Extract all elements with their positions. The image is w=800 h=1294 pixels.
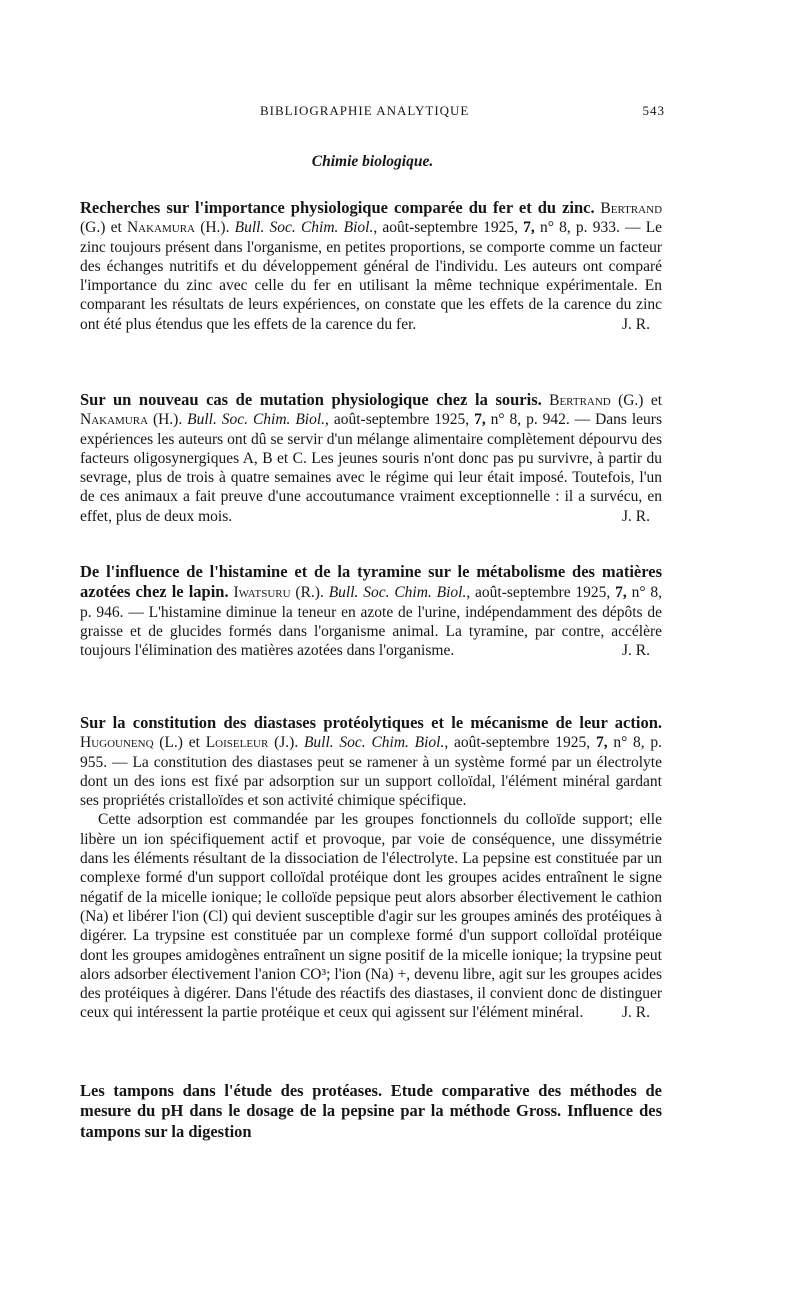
article-title: Sur la constitution des diastases protéolytiques et le mécanisme de leur action.	[80, 713, 662, 732]
author-conjunction: et	[110, 219, 122, 237]
author-signature: J. R.	[622, 642, 650, 660]
abstract-entry	[80, 713, 662, 1023]
citation-issue: n° 8, p. 933.	[539, 219, 620, 237]
author-initial: (H.).	[200, 219, 230, 237]
citation-volume: 7,	[523, 219, 535, 237]
author-signature: J. R.	[622, 507, 650, 525]
running-head-title: BIBLIOGRAPHIE ANALYTIQUE	[260, 103, 470, 118]
abstract-body: Cette adsorption est commandée par les groupes fonctionnels du colloïde support; elle libère un ion spécifiquement actif et provoque, par voie de conséquence, une dissymétrie dans les éléments résultant de la dissociation de l'électrolyte. La pepsine est constituée par un complexe formé d'un support colloïdal protéique dont les groupes acides entraînent le signe négatif de la micelle ionique; le colloïde pepsique peut alors absorber électivement le cathion (Na) et libérer l'ion (Cl) qui devient susceptible d'agir sur les groupes aminés des protéiques à digérer. La trypsine est constituée par un complexe formé d'un support colloïdal protéique dont les groupes amidogènes entraînent un signe positif de la micelle ionique; la trypsine peut alors adsorber électivement l'anion CO³; l'ion (Na) +, devenu libre, agit sur les groupes acides des protéiques à digérer. Dans l'étude des réactifs des diastases, il convient donc de distinguer ceux qui intéressent la partie protéique et ceux qui agissent sur l'élément minéral.	[80, 811, 662, 1022]
citation-date: , août-septembre 1925,	[444, 734, 591, 752]
author-signature: J. R.	[622, 315, 650, 333]
author-name: Bertrand	[600, 200, 663, 217]
journal-name: Bull. Soc. Chim. Biol.	[328, 584, 467, 602]
abstract-entry	[80, 562, 662, 660]
citation-date: , août-septembre 1925,	[373, 219, 518, 237]
abstract-body: — L'histamine diminue la teneur en azote de l'urine, indépendamment des dépôts de graisse et de glucides formés dans l'organisme animal. La tyramine, par contre, accélère toujours l'élimination des matières azotées dans l'organisme.	[80, 603, 663, 660]
citation-volume: 7,	[595, 734, 608, 752]
author-conjunction: et	[188, 734, 200, 752]
section-title: Chimie biologique.	[311, 153, 434, 170]
journal-name: Bull. Soc. Chim. Biol.	[234, 219, 374, 237]
page-number: 543	[642, 103, 665, 118]
abstract-body: — La constitution des diastases peut se ramener à un système formé par un électrolyte dont un des ions est fixé par adsorption sur un support colloïdal, l'élément minéral gardant ses propriétés cristalloïdes et son activité chimique spécifique.	[80, 753, 662, 810]
author-signature: J. R.	[622, 1004, 650, 1022]
abstract-entry	[80, 1081, 662, 1142]
running-head	[80, 103, 665, 123]
author-name: Iwatsuru	[233, 584, 291, 602]
article-title: Sur un nouveau cas de mutation physiologique chez la souris.	[80, 390, 542, 409]
author-initial: (G.)	[618, 392, 644, 409]
article-title: Les tampons dans l'étude des protéases. Etude comparative des méthodes de mesure du pH dans le dosage de la pepsine par la méthode Gross. Influence des tampons sur la digestion	[80, 1081, 662, 1141]
author-conjunction: et	[650, 392, 663, 409]
author-initial: (J.).	[274, 734, 299, 752]
journal-name: Bull. Soc. Chim. Biol.	[187, 411, 326, 429]
citation-issue: n° 8, p. 955.	[80, 734, 663, 771]
abstract-body-paragraph	[80, 810, 662, 1022]
author-name: Hugounenq	[80, 734, 154, 752]
abstract-body: — Le zinc toujours présent dans l'organisme, en petites proportions, se comporte comme un facteur des échanges nutritifs et du développement général de l'individu. Les auteurs ont comparé l'importance du zinc avec celle du fer en utilisant la même technique expérimentale. En comparant les résultats de leurs expériences, on constate que les effets de la carence du zinc ont été plus étendus que les effets de la carence du fer.	[80, 219, 663, 333]
article-title: Recherches sur l'importance physiologique comparée du fer et du zinc.	[80, 198, 595, 217]
abstract-body: — Dans leurs expériences les auteurs ont dû se servir d'un mélange alimentaire complètement dépourvu des facteurs oligosynergiques A, B et C. Les jeunes souris n'ont donc pas pu survivre, à partir du sevrage, plus de trois à quatre semaines avec le régime qui leur était imposé. Toutefois, l'un de ces animaux a fait preuve d'une accoutumance vraiment exceptionnelle : il a survécu, en effet, plus de deux mois.	[80, 411, 662, 525]
author-name: Nakamura	[126, 219, 195, 237]
citation-volume: 7,	[474, 411, 486, 429]
citation-date: , août-septembre 1925,	[466, 584, 611, 602]
abstract-entry	[80, 390, 662, 526]
author-initial: (H.).	[152, 411, 183, 429]
author-name: Nakamura	[80, 411, 149, 429]
citation-volume: 7,	[615, 584, 627, 602]
citation-issue: n° 8, p. 946.	[80, 584, 663, 621]
journal-name: Bull. Soc. Chim. Biol.	[303, 734, 445, 752]
article-title: De l'influence de l'histamine et de la tyramine sur le métabolisme des matières azotées chez le lapin.	[80, 562, 662, 602]
abstract-entry	[80, 198, 662, 334]
author-initial: (L.)	[159, 734, 183, 752]
author-initial: (G.)	[80, 219, 106, 237]
author-name: Bertrand	[549, 392, 611, 409]
author-name: Loiseleur	[205, 734, 269, 752]
citation-date: , août-septembre 1925,	[325, 411, 470, 429]
citation-issue: n° 8, p. 942.	[490, 411, 570, 429]
author-initial: (R.).	[295, 584, 324, 602]
